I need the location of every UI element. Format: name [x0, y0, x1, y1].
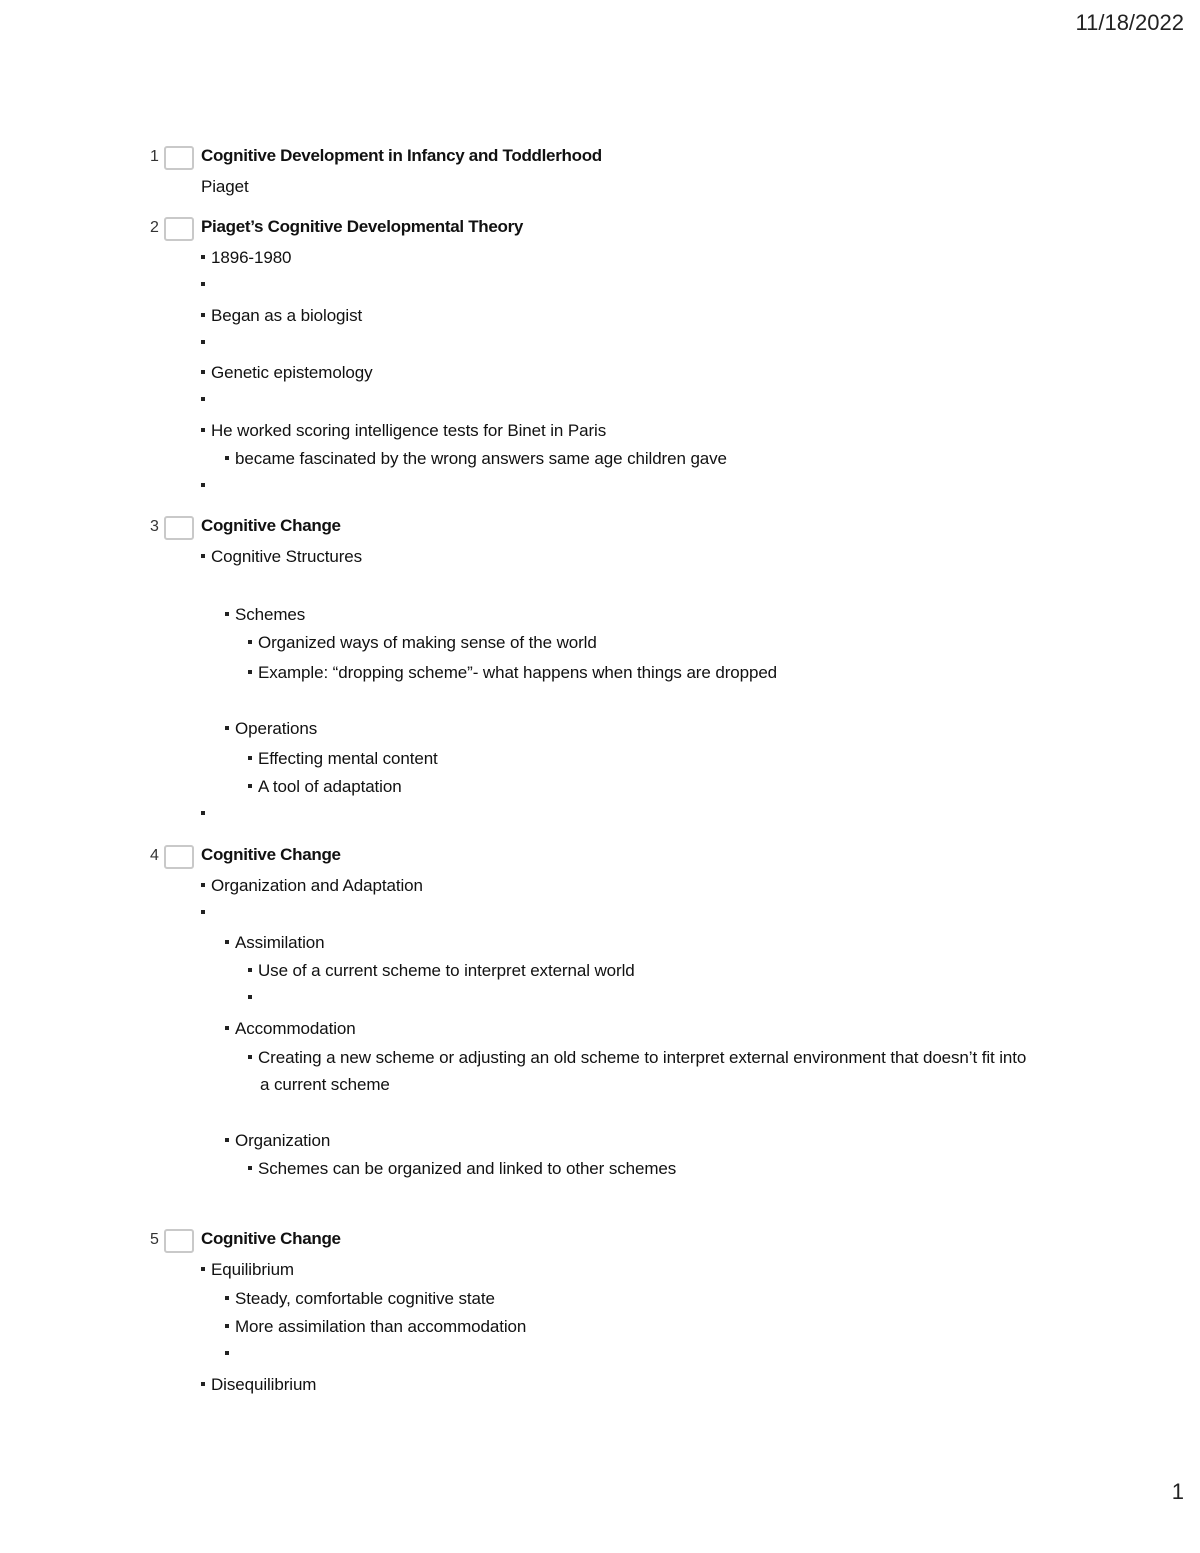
bullet-item: Equilibrium	[201, 1260, 294, 1280]
bullet-item: Steady, comfortable cognitive state	[225, 1289, 495, 1309]
slide-number: 2	[150, 219, 159, 236]
bullet-item: Assimilation	[225, 933, 325, 953]
bullet-item: Schemes can be organized and linked to other schemes	[248, 1159, 676, 1179]
bullet-item: Accommodation	[225, 1019, 356, 1039]
bullet-item	[201, 275, 211, 295]
bullet-item: More assimilation than accommodation	[225, 1317, 526, 1337]
bullet-item: Began as a biologist	[201, 306, 362, 326]
slide-subtitle: Piaget	[201, 177, 249, 196]
bullet-item: He worked scoring intelligence tests for Binet in Paris	[201, 421, 606, 441]
slide-thumbnail[interactable]	[164, 845, 194, 869]
bullet-item	[225, 1344, 235, 1364]
bullet-item: Organized ways of making sense of the world	[248, 633, 597, 653]
bullet-item: Disequilibrium	[201, 1375, 316, 1395]
slide-number: 4	[150, 847, 159, 864]
bullet-item	[201, 476, 211, 496]
bullet-item	[248, 988, 258, 1008]
slide-number: 5	[150, 1231, 159, 1248]
slide-thumbnail[interactable]	[164, 146, 194, 170]
bullet-item	[201, 903, 211, 923]
slide-title: Cognitive Change	[201, 516, 341, 535]
slide-thumbnail[interactable]	[164, 217, 194, 241]
bullet-item: Creating a new scheme or adjusting an old scheme to interpret external environment that doesn’t fit into a current scheme	[248, 1044, 1040, 1098]
date-header: 11/18/2022	[1075, 10, 1184, 35]
bullet-item: Schemes	[225, 605, 305, 625]
bullet-item	[201, 804, 211, 824]
slide-title: Cognitive Change	[201, 1229, 341, 1248]
bullet-item	[201, 390, 211, 410]
slide-thumbnail[interactable]	[164, 516, 194, 540]
slide-title: Cognitive Change	[201, 845, 341, 864]
bullet-item: Organization	[225, 1131, 330, 1151]
bullet-item: Genetic epistemology	[201, 363, 372, 383]
bullet-item: 1896-1980	[201, 248, 291, 268]
bullet-item: Organization and Adaptation	[201, 876, 423, 896]
bullet-item: Example: “dropping scheme”- what happens when things are dropped	[248, 663, 777, 683]
slide-title: Cognitive Development in Infancy and Toddlerhood	[201, 146, 602, 165]
slide-number: 1	[150, 148, 159, 165]
slide-thumbnail[interactable]	[164, 1229, 194, 1253]
bullet-item: Use of a current scheme to interpret external world	[248, 961, 635, 981]
bullet-item	[201, 333, 211, 353]
bullet-item: became fascinated by the wrong answers same age children gave	[225, 449, 727, 469]
bullet-item: Effecting mental content	[248, 749, 438, 769]
slide-number: 3	[150, 518, 159, 535]
bullet-item: Operations	[225, 719, 317, 739]
slide-title: Piaget’s Cognitive Developmental Theory	[201, 217, 524, 236]
page-number: 1	[1171, 1479, 1184, 1504]
bullet-item: A tool of adaptation	[248, 777, 402, 797]
bullet-item: Cognitive Structures	[201, 547, 362, 567]
